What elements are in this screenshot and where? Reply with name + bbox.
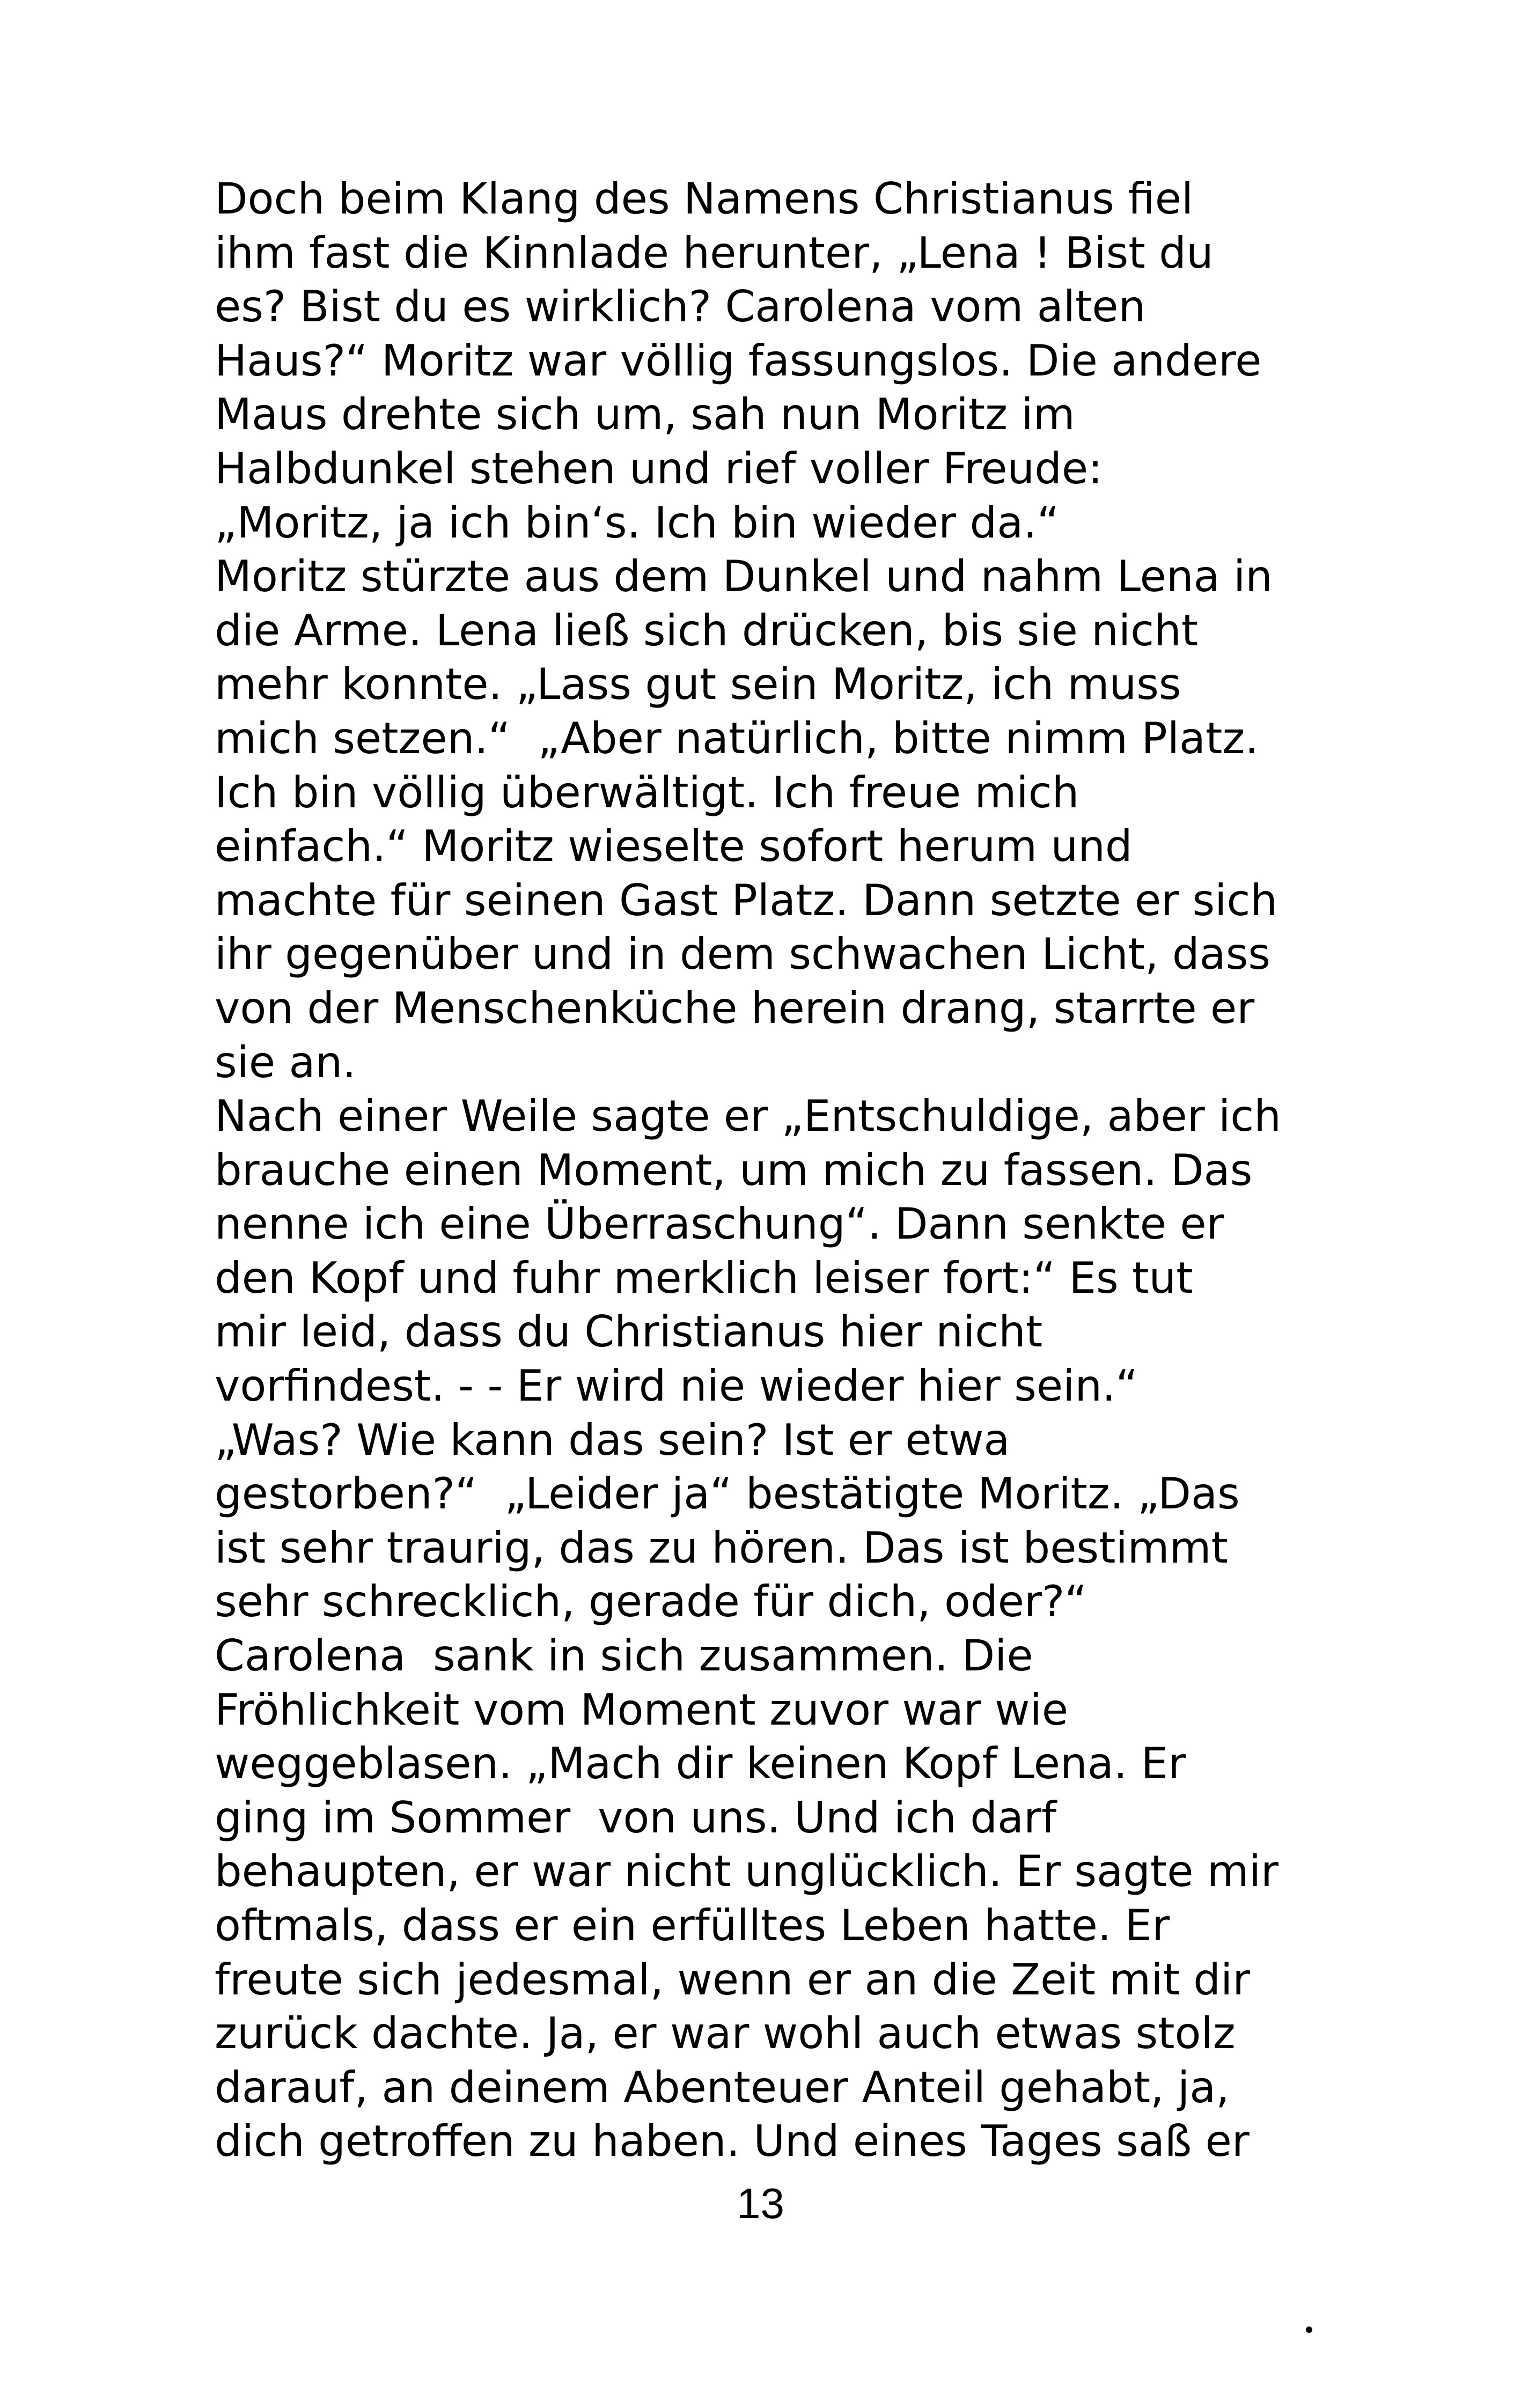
text-line: den Kopf und fuhr merklich leiser fort:“ Es tut [215, 1253, 1193, 1303]
text-line: vorfindest. - - Er wird nie wieder hier sein.“ [215, 1361, 1138, 1411]
text-line: ihr gegenüber und in dem schwachen Licht, dass [215, 929, 1271, 980]
text-line: darauf, an deinem Abenteuer Anteil gehabt, ja, [215, 2062, 1230, 2112]
text-line: ging im Sommer von uns. Und ich darf [215, 1792, 1057, 1843]
text-line: gestorben?“ „Leider ja“ bestätigte Moritz. „Das [215, 1469, 1240, 1519]
text-line: ist sehr traurig, das zu hören. Das ist bestimmt [215, 1522, 1228, 1573]
text-line: dich getroffen zu haben. Und eines Tages saß er [215, 2116, 1250, 2167]
text-line: Nach einer Weile sagte er „Entschuldige, aber ich [215, 1091, 1281, 1142]
text-line: nenne ich eine Überraschung“. Dann senkte er [215, 1199, 1224, 1249]
text-line: Doch beim Klang des Namens Christianus fiel [215, 174, 1194, 224]
text-line: Maus drehte sich um, sah nun Moritz im [215, 389, 1075, 440]
text-line: „Moritz, ja ich bin‘s. Ich bin wieder da.“ [215, 497, 1060, 548]
text-line: Halbdunkel stehen und rief voller Freude: [215, 443, 1103, 494]
text-line: „Was? Wie kann das sein? Ist er etwa [215, 1415, 1010, 1465]
text-line: freute sich jedesmal, wenn er an die Zeit mit dir [215, 1954, 1251, 2005]
text-line: Ich bin völlig überwältigt. Ich freue mich [215, 767, 1079, 818]
text-line: weggeblasen. „Mach dir keinen Kopf Lena. Er [215, 1739, 1186, 1789]
page-number: 13 [737, 2179, 784, 2227]
body-text [215, 172, 1352, 2169]
text-line: oftmals, dass er ein erfülltes Leben hatte. Er [215, 1901, 1170, 1950]
text-line: mehr konnte. „Lass gut sein Moritz, ich muss [215, 659, 1181, 710]
text-line: es? Bist du es wirklich? Carolena vom alten [215, 282, 1146, 332]
text-line: Haus?“ Moritz war völlig fassungslos. Die andere [215, 335, 1262, 386]
text-line: ihm fast die Kinnlade herunter, „Lena ! Bist du [215, 227, 1214, 278]
text-line: Carolena sank in sich zusammen. Die [215, 1631, 1033, 1681]
text-line: Moritz stürzte aus dem Dunkel und nahm Lena in [215, 551, 1273, 602]
text-line: die Arme. Lena ließ sich drücken, bis sie nicht [215, 605, 1199, 656]
text-line: mir leid, dass du Christianus hier nicht [215, 1307, 1043, 1357]
text-line: von der Menschenküche herein drang, starrte er [215, 983, 1255, 1033]
text-line: brauche einen Moment, um mich zu fassen. Das [215, 1145, 1253, 1195]
text-line: sehr schrecklich, gerade für dich, oder?“ [215, 1577, 1087, 1627]
text-line: behaupten, er war nicht unglücklich. Er sagte mir [215, 1846, 1278, 1897]
text-line: einfach.“ Moritz wieselte sofort herum und [215, 821, 1133, 872]
text-line: mich setzen.“ „Aber natürlich, bitte nimm Platz. [215, 713, 1259, 763]
text-line: sie an. [215, 1037, 356, 1087]
corner-mark [1306, 2326, 1312, 2333]
text-line: machte für seinen Gast Platz. Dann setzte er sich [215, 875, 1278, 925]
text-line: Fröhlichkeit vom Moment zuvor war wie [215, 1684, 1069, 1735]
text-line: zurück dachte. Ja, er war wohl auch etwas stolz [215, 2008, 1236, 2059]
